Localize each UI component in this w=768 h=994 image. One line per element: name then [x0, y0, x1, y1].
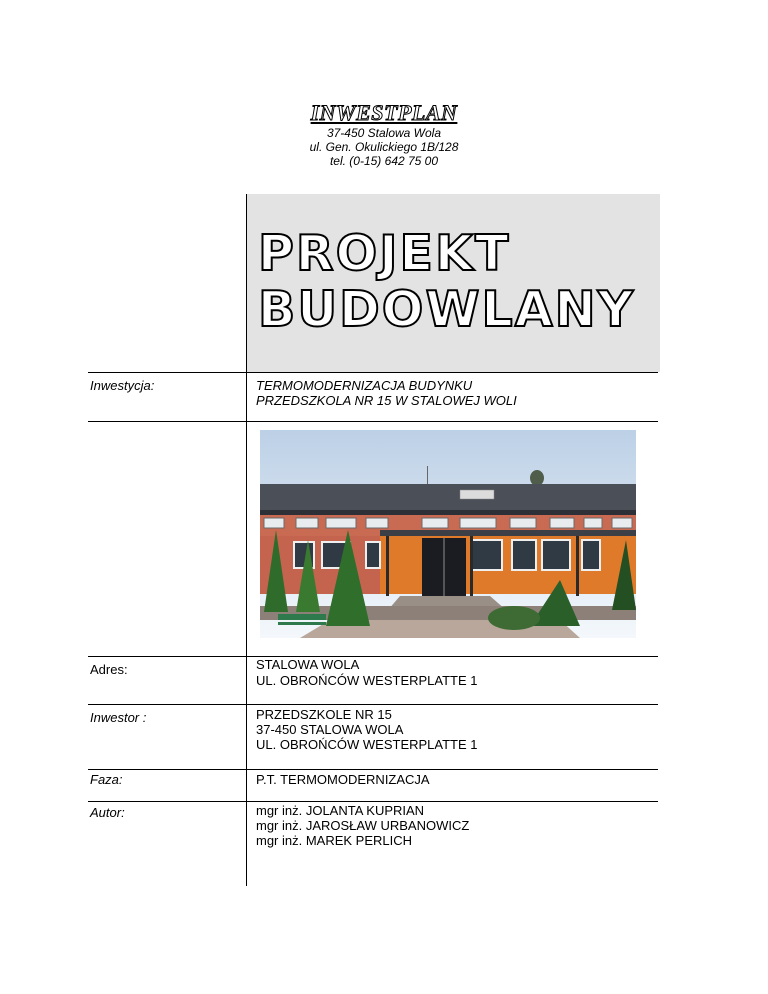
investor-line: 37-450 STALOWA WOLA	[256, 722, 404, 737]
title-line-1: PROJEKT	[258, 225, 511, 282]
row-divider	[88, 421, 658, 422]
investment-line: TERMOMODERNIZACJA BUDYNKU	[256, 378, 473, 393]
investment-line: PRZEDSZKOLA NR 15 W STALOWEJ WOLI	[256, 393, 517, 408]
phase-label: Faza:	[90, 772, 123, 787]
company-name: INWESTPLAN	[310, 100, 458, 125]
investor-label: Inwestor :	[90, 710, 147, 725]
investor-line: PRZEDSZKOLE NR 15	[256, 707, 392, 722]
address-label: Adres:	[90, 662, 128, 677]
company-phone-line: tel. (0-15) 642 75 00	[329, 154, 439, 168]
author-line: mgr inż. JOLANTA KUPRIAN	[256, 803, 425, 818]
building-photo	[260, 430, 636, 638]
investor-value	[256, 707, 478, 752]
building-photo-image	[260, 430, 636, 638]
author-label: Autor:	[90, 805, 125, 820]
author-value	[256, 803, 469, 848]
phase-value: P.T. TERMOMODERNIZACJA	[256, 772, 430, 787]
address-line: UL. OBROŃCÓW WESTERPLATTE 1	[256, 673, 478, 688]
investment-value	[256, 378, 517, 408]
title-line-2: BUDOWLANY	[258, 281, 636, 338]
author-line: mgr inż. JAROSŁAW URBANOWICZ	[256, 818, 470, 833]
investor-line: UL. OBROŃCÓW WESTERPLATTE 1	[256, 737, 478, 752]
company-address-line: 37-450 Stalowa Wola	[326, 126, 442, 140]
row-divider	[88, 769, 658, 770]
company-street-line: ul. Gen. Okulickiego 1B/128	[309, 140, 459, 154]
author-line: mgr inż. MAREK PERLICH	[256, 833, 413, 848]
investment-label: Inwestycja:	[90, 378, 155, 393]
row-divider	[88, 372, 658, 373]
address-value	[256, 656, 478, 689]
address-line: STALOWA WOLA	[256, 657, 360, 672]
document-title	[258, 226, 635, 338]
row-divider	[88, 704, 658, 705]
company-header	[0, 100, 768, 168]
row-divider	[88, 801, 658, 802]
